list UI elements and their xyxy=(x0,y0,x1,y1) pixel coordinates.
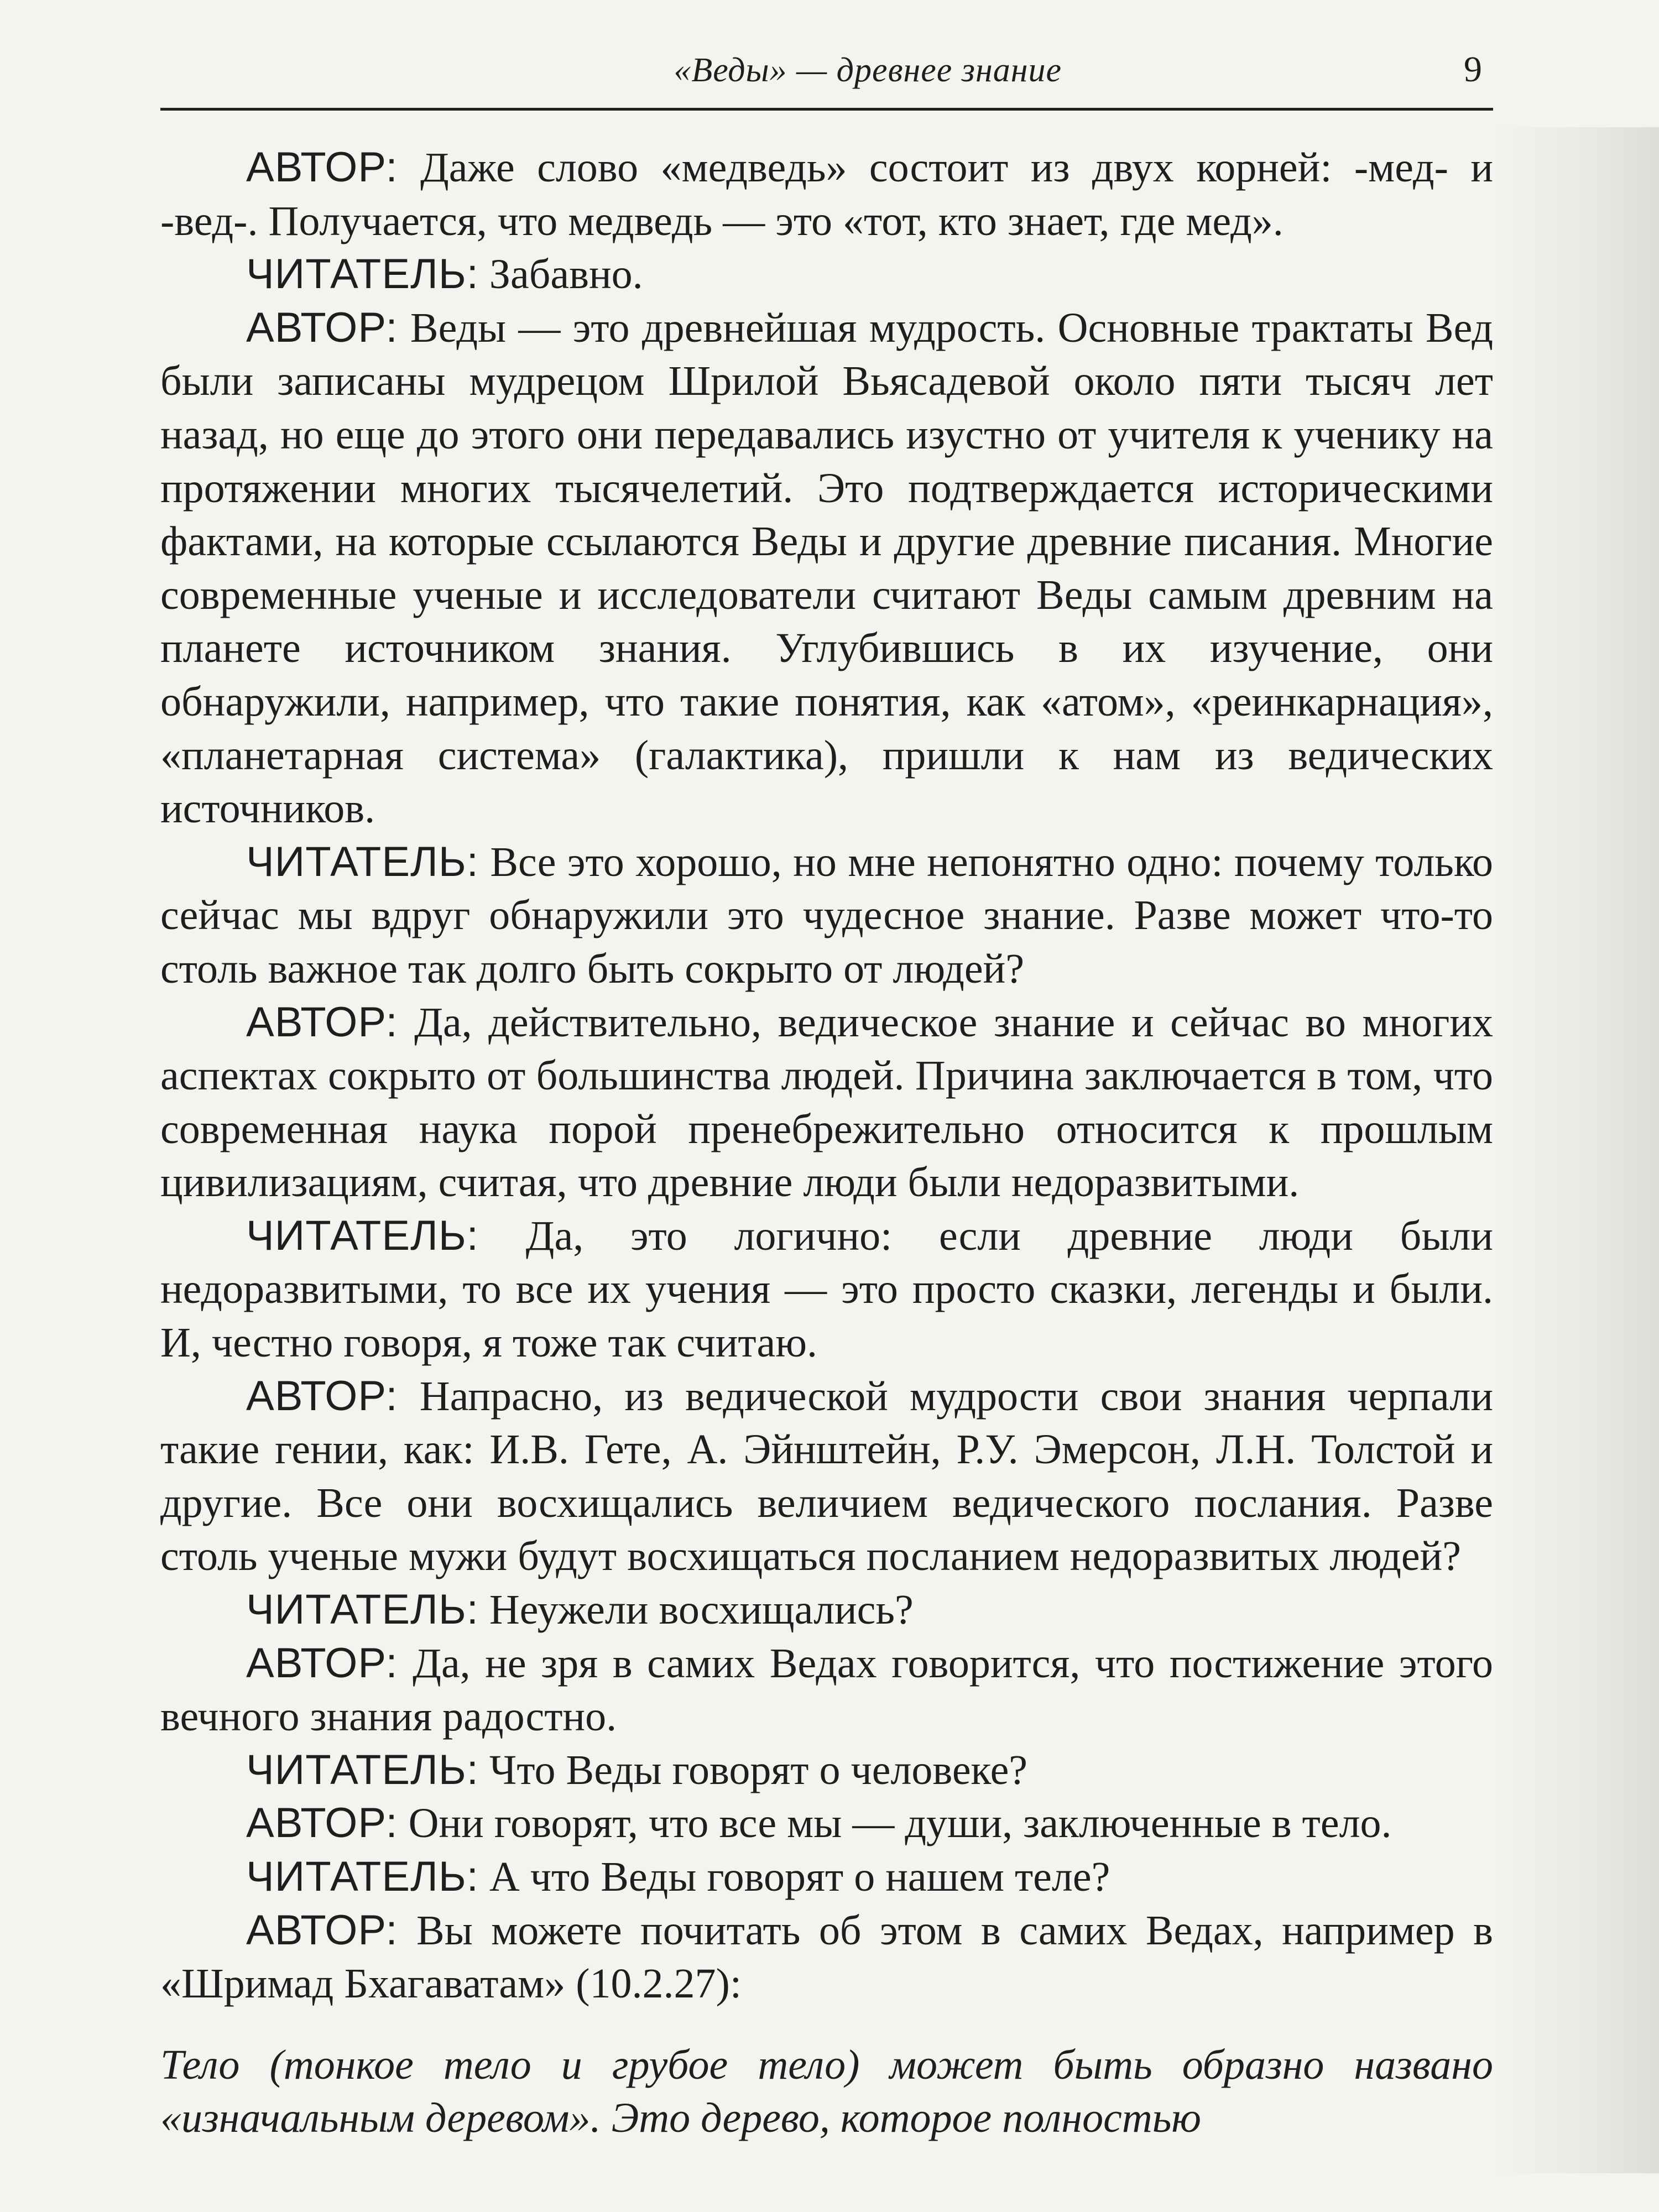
dialogue-paragraph xyxy=(160,1637,1493,1744)
speaker-label: ЧИТАТЕЛЬ: xyxy=(246,251,479,298)
paragraph-text: Вы можете почитать об этом в самих Ведах, например в «Шримад Бхагаватам» (10.2.27): xyxy=(160,1907,1493,2007)
page-header xyxy=(160,44,1493,111)
paragraph-text: Да, не зря в самих Ведах говорится, что постижение этого вечного знания радостно. xyxy=(160,1640,1493,1740)
speaker-label: АВТОР: xyxy=(246,998,398,1046)
speaker-label: АВТОР: xyxy=(246,1799,398,1847)
dialogue-paragraph xyxy=(160,1850,1493,1904)
paragraph-text: Неужели восхищались? xyxy=(478,1587,914,1634)
paragraph-text: Да, действительно, ведическое знание и сейчас во многих аспектах сокрыто от большинства людей. Причина заключается в том, что современная наука порой пренебрежительно относится к прошлым цивилизациям, считая, что древние люди были недоразвитыми. xyxy=(160,999,1493,1206)
dialogue-paragraph xyxy=(160,248,1493,301)
speaker-label: АВТОР: xyxy=(246,1372,398,1420)
running-title: «Веды» — древнее знание xyxy=(674,51,1062,89)
dialogue xyxy=(160,141,1493,2011)
dialogue-paragraph xyxy=(160,1209,1493,1370)
dialogue-paragraph xyxy=(160,1744,1493,1797)
paragraph-text: Веды — это древнейшая мудрость. Основные трактаты Вед были записаны мудрецом Шрилой Вьясадевой около пяти тысяч лет назад, но еще до этого они передавались изустно от учителя к ученику на протяжении многих тысячелетий. Это подтверждается историческими фактами, на которые ссылаются Веды и другие древние писания. Многие современные ученые и исследователи считают Веды самым древним на планете источником знания. Углубившись в их изучение, они обнаружили, например, что такие понятия, как «атом», «реинкарнация», «планетарная система» (галактика), пришли к нам из ведических источников. xyxy=(160,304,1493,832)
speaker-label: АВТОР: xyxy=(246,1906,398,1954)
page-edge-shadow xyxy=(1493,127,1659,2173)
speaker-label: АВТОР: xyxy=(246,304,398,351)
speaker-label: АВТОР: xyxy=(246,144,398,191)
page-body xyxy=(160,141,1493,2145)
paragraph-text: Они говорят, что все мы — души, заключенные в тело. xyxy=(398,1800,1392,1847)
dialogue-paragraph xyxy=(160,141,1493,248)
dialogue-paragraph xyxy=(160,1583,1493,1637)
paragraph-text: А что Веды говорят о нашем теле? xyxy=(478,1854,1110,1900)
dialogue-paragraph xyxy=(160,836,1493,996)
dialogue-paragraph xyxy=(160,1797,1493,1850)
speaker-label: ЧИТАТЕЛЬ: xyxy=(246,1746,479,1793)
dialogue-paragraph xyxy=(160,1904,1493,2011)
speaker-label: ЧИТАТЕЛЬ: xyxy=(246,1853,479,1900)
paragraph-text: Что Веды говорят о человеке? xyxy=(478,1746,1028,1793)
page-number: 9 xyxy=(1464,49,1482,90)
dialogue-paragraph xyxy=(160,1370,1493,1583)
paragraph-text: Даже слово «медведь» состоит из двух корней: -мед- и -вед-. Получается, что медведь — это «тот, кто знает, где мед». xyxy=(160,144,1493,244)
paragraph-text: Да, это логично: если древние люди были недоразвитыми, то все их учения — это просто сказки, легенды и были. И, честно говоря, я тоже так считаю. xyxy=(160,1212,1493,1366)
scripture-quote: Тело (тонкое тело и грубое тело) может быть образно названо «изначальным деревом». Это дерево, которое полностью xyxy=(160,2041,1493,2142)
paragraph-text: Все это хорошо, но мне непонятно одно: почему только сейчас мы вдруг обнаружили это чудесное знание. Разве может что-то столь важное так долго быть сокрыто от людей? xyxy=(160,838,1493,992)
dialogue-paragraph xyxy=(160,996,1493,1209)
speaker-label: АВТОР: xyxy=(246,1639,398,1687)
paragraph-text: Забавно. xyxy=(478,251,643,298)
dialogue-paragraph xyxy=(160,301,1493,836)
speaker-label: ЧИТАТЕЛЬ: xyxy=(246,1586,479,1634)
speaker-label: ЧИТАТЕЛЬ: xyxy=(246,838,479,885)
paragraph-text: Напрасно, из ведической мудрости свои знания черпали такие гении, как: И.В. Гете, А. Эйнштейн, Р.У. Эмерсон, Л.Н. Толстой и другие. Все они восхищались величием ведического послания. Разве столь ученые мужи будут восхищаться посланием недоразвитых людей? xyxy=(160,1373,1493,1580)
speaker-label: ЧИТАТЕЛЬ: xyxy=(246,1212,479,1259)
